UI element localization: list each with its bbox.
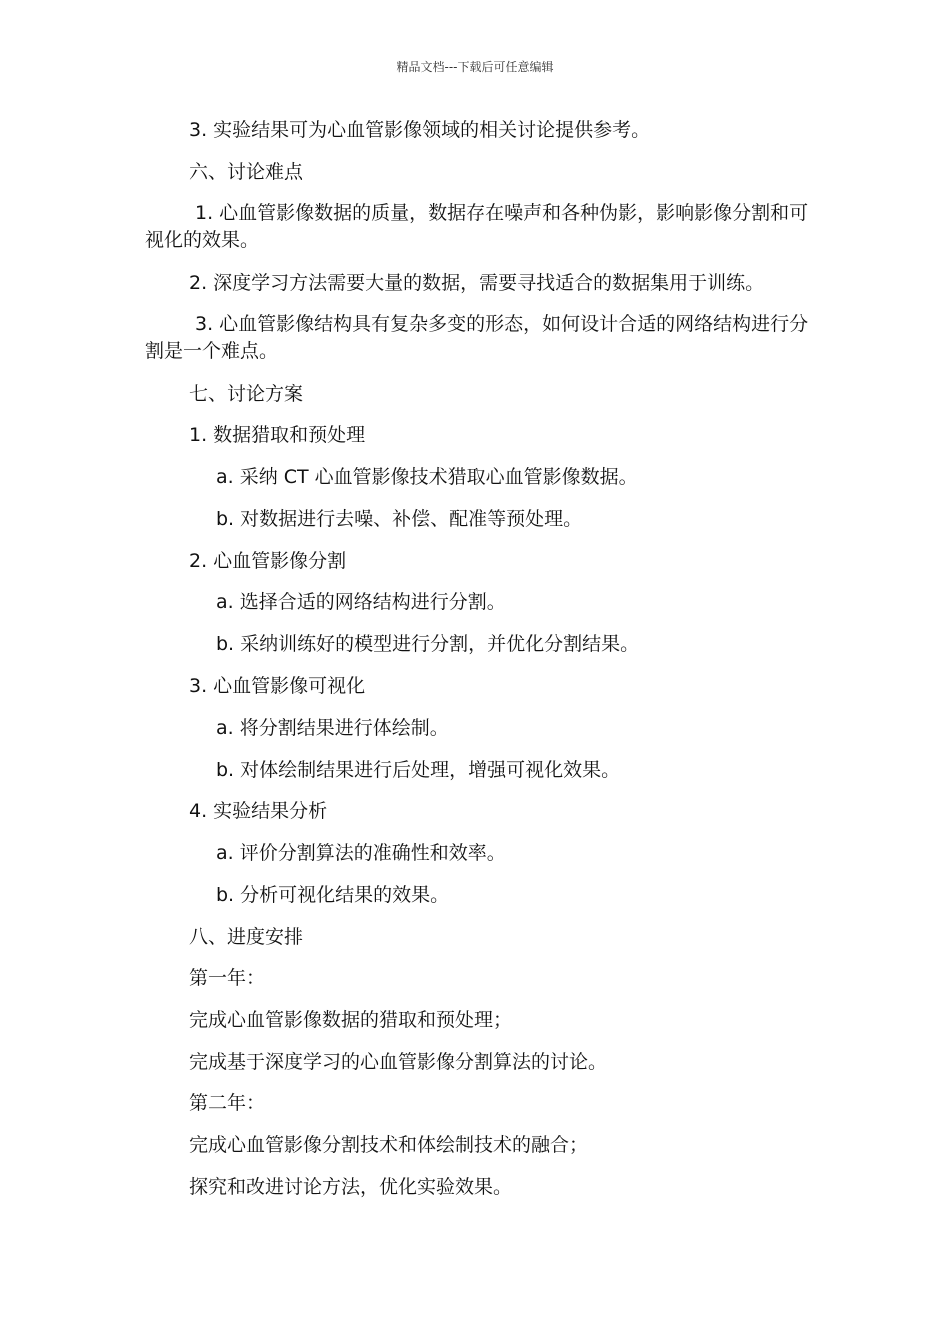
list-item: 4. 实验结果分析 bbox=[189, 800, 328, 822]
paragraph: 3. 实验结果可为心血管影像领域的相关讨论提供参考。 bbox=[189, 119, 651, 141]
paragraph: 完成基于深度学习的心血管影像分割算法的讨论。 bbox=[189, 1051, 608, 1073]
sub-list-item: a. 评价分割算法的准确性和效率。 bbox=[216, 842, 506, 864]
sub-list-item: b. 对数据进行去噪、补偿、配准等预处理。 bbox=[216, 508, 583, 530]
list-item: 2. 心血管影像分割 bbox=[189, 550, 347, 572]
sub-list-item: a. 选择合适的网络结构进行分割。 bbox=[216, 591, 506, 613]
sub-list-item: b. 对体绘制结果进行后处理，增强可视化效果。 bbox=[216, 759, 621, 781]
list-item: 1. 数据猎取和预处理 bbox=[189, 424, 366, 446]
sub-list-item: a. 将分割结果进行体绘制。 bbox=[216, 717, 449, 739]
section-heading: 六、讨论难点 bbox=[189, 161, 304, 183]
sub-list-item: b. 分析可视化结果的效果。 bbox=[216, 884, 450, 906]
paragraph: 3. 心血管影像结构具有复杂多变的形态，如何设计合适的网络结构进行分割是一个难点。 bbox=[145, 313, 809, 362]
sub-list-item: a. 采纳 CT 心血管影像技术猎取心血管影像数据。 bbox=[216, 466, 638, 488]
section-heading: 八、进度安排 bbox=[189, 926, 304, 948]
sub-list-item: b. 采纳训练好的模型进行分割，并优化分割结果。 bbox=[216, 633, 640, 655]
paragraph: 完成心血管影像分割技术和体绘制技术的融合； bbox=[189, 1134, 589, 1156]
page-header: 精品文档---下载后可任意编辑 bbox=[396, 60, 554, 74]
paragraph: 2. 深度学习方法需要大量的数据，需要寻找适合的数据集用于训练。 bbox=[189, 272, 765, 294]
paragraph: 完成心血管影像数据的猎取和预处理； bbox=[189, 1009, 513, 1031]
paragraph: 1. 心血管影像数据的质量，数据存在噪声和各种伪影，影响影像分割和可视化的效果。 bbox=[145, 202, 809, 251]
section-heading: 七、讨论方案 bbox=[189, 383, 304, 405]
paragraph: 探究和改进讨论方法，优化实验效果。 bbox=[189, 1176, 513, 1198]
paragraph: 第二年： bbox=[189, 1092, 266, 1114]
list-item: 3. 心血管影像可视化 bbox=[189, 675, 366, 697]
paragraph: 第一年： bbox=[189, 967, 266, 989]
